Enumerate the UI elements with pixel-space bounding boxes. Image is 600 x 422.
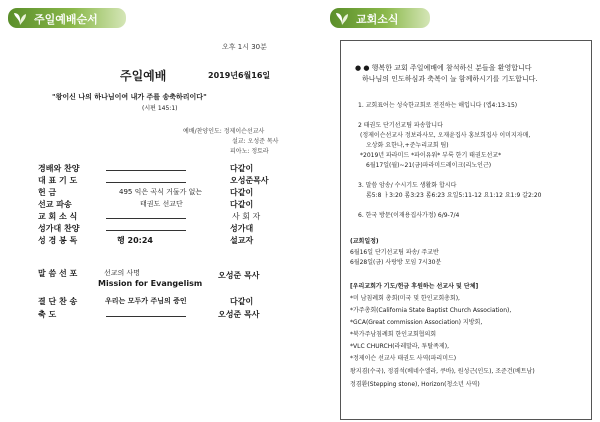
order-item: 선교 파송 xyxy=(38,200,72,209)
order-item: 교 회 소 식 xyxy=(38,212,78,221)
leaf-icon xyxy=(334,10,350,26)
header-title: 주일예배순서 xyxy=(34,13,98,26)
schedule-item: 6월28일(금) 사랑방 모임 7시30분 xyxy=(350,259,442,266)
mission-title: [우리교회가 기도/헌금 후원하는 선교사 및 단체] xyxy=(350,283,479,290)
order-who: 다같이 xyxy=(230,200,254,209)
order-who: 성가대 xyxy=(230,224,254,233)
order-who: 설교자 xyxy=(230,236,254,245)
order-detail: 태권도 선교단 xyxy=(140,200,183,208)
order-who: 다같이 xyxy=(230,188,254,197)
order-item: 대 표 기 도 xyxy=(38,176,78,185)
leader-piano: 피아노: 정토라 xyxy=(230,148,269,155)
order-who: 사 회 자 xyxy=(232,212,261,221)
order-item: 헌 금 xyxy=(38,188,57,197)
sermon-title-ko: 선교의 사명 xyxy=(104,269,141,277)
divider xyxy=(106,230,186,231)
news-item: 1. 교회표어는 성숙한교회로 전진하는 해입니다 (엡4:13-15) xyxy=(358,102,518,109)
welcome-line-2: 하나님의 인도하심과 축복이 늘 함께하시기를 기도합니다. xyxy=(362,75,538,83)
worship-order-header xyxy=(8,8,126,28)
divider xyxy=(106,170,186,171)
order-detail: 495 익은 곡식 거둘가 없는 xyxy=(119,188,203,196)
order-who: 오성준 목사 xyxy=(218,310,260,319)
divider xyxy=(106,316,186,317)
header-title: 교회소식 xyxy=(356,13,399,26)
order-item: 결 단 찬 송 xyxy=(38,297,78,306)
schedule-title: (교회일정) xyxy=(350,238,379,245)
order-detail: 우리는 모두가 주님의 증인 xyxy=(105,297,187,305)
order-item: 성가대 찬양 xyxy=(38,224,80,233)
news-item: 3. 말씀 암송/ 수시기도 생활화 합시다 xyxy=(358,182,457,189)
news-item: 6. 한국 방문(이재용집사가정) 6/9-7/4 xyxy=(358,212,460,219)
divider xyxy=(106,218,186,219)
service-date: 2019년6월16일 xyxy=(208,71,271,80)
leader-sermon: 설교: 오성준 목사 xyxy=(232,138,279,145)
mission-item: *정제이슨 선교사 태권도 사역(파리미드) xyxy=(350,355,457,362)
leader-worship: 예배/찬양인도: 정제이슨선교사 xyxy=(183,128,265,135)
divider xyxy=(106,182,186,183)
sermon-title-en: Mission for Evangelism xyxy=(98,279,203,288)
mission-item: *가주총회(California State Baptist Church Association), xyxy=(350,307,512,314)
mission-item: 왕지겸(수국), 정겸석(베네수엘라, 쿠바), 원성근(인도), 조준건(베트남) xyxy=(350,368,535,375)
order-detail: 행 20:24 xyxy=(117,236,153,245)
mission-item: *미 남침례회 총회(미국 및 한인교회총회), xyxy=(350,295,460,302)
news-item: *2019년 파라미드 *파이유워* 부룩 한기 태권도선교* xyxy=(360,152,502,159)
news-item: 오상화 요한나,+준누리교회 팀) xyxy=(366,142,449,149)
order-item: 경배와 찬양 xyxy=(38,164,80,173)
sermon-label: 말 씀 선 포 xyxy=(38,269,78,278)
order-item: 성 경 봉 독 xyxy=(38,236,78,245)
news-item: 롬5:8 ㅏ3:20 롬3:23 롬6:23 요일5:11-12 요1:12 요1:9 갈2:20 xyxy=(366,192,542,199)
mission-item: *VLC CHURCH(라레말라, 투탈족제), xyxy=(350,343,449,350)
order-who: 다같이 xyxy=(230,297,254,306)
mission-item: *GCA(Great commission Association) 지방회, xyxy=(350,319,483,326)
news-item: 2 태권도 단기선교팀 파송합니다 xyxy=(358,122,443,129)
church-news-header xyxy=(330,8,430,28)
news-box xyxy=(340,40,592,420)
mission-item: *북가주남침례회 한인교회협의회 xyxy=(350,331,437,338)
service-time: 오후 1시 30분 xyxy=(222,43,267,51)
mission-item: 정겸환(Stepping stone), Horizon(청소년 사역) xyxy=(350,381,480,388)
theme-verse: "왕이신 나의 하나님이여 내가 주를 송축하리이다" xyxy=(52,93,207,101)
news-item: 6월17일(월)~21(금)파라미드레이크(리노인근) xyxy=(366,162,492,169)
schedule-item: 6월16일 단기선교팀 파송/ 주교반 xyxy=(350,249,439,256)
leaf-icon xyxy=(12,10,28,26)
sermon-preacher: 오성준 목사 xyxy=(218,271,260,280)
order-item: 축 도 xyxy=(38,310,57,319)
theme-reference: (시편 145:1) xyxy=(142,105,178,112)
news-item: (정제이슨선교사 정보라사모, 오재윤집사 홍보희집사 이미지자매, xyxy=(360,132,531,139)
page-title: 주일예배 xyxy=(120,69,167,83)
welcome-line-1: ● ● 행복한 교회 주일예배에 참석하신 분들을 환영합니다 xyxy=(355,64,532,72)
order-who: 오성준목사 xyxy=(230,176,269,185)
order-who: 다같이 xyxy=(230,164,254,173)
